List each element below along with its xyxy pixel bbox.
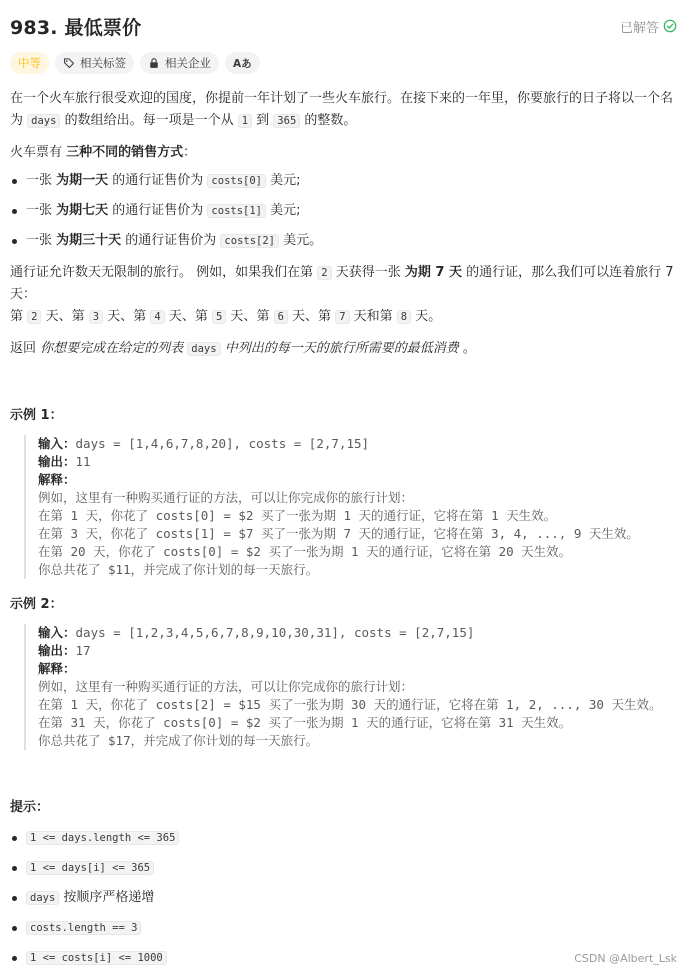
desc-text: 。 bbox=[458, 341, 476, 356]
desc-bold: 为期三十天 bbox=[56, 233, 122, 248]
check-circle-icon bbox=[663, 19, 677, 33]
desc-italic: 你想要完成在给定的列表 bbox=[40, 341, 188, 356]
inline-code: days bbox=[26, 891, 59, 905]
desc-paragraph-4 bbox=[10, 338, 678, 360]
related-tags-label: 相关标签 bbox=[80, 56, 126, 70]
desc-text: 第 bbox=[194, 309, 212, 324]
desc-text: 的通行证售价为 bbox=[108, 173, 208, 188]
desc-text: 火车票有 bbox=[10, 145, 67, 160]
explain-line: 你总共花了 $11，并完成了你计划的每一天旅行。 bbox=[38, 562, 319, 577]
explain-line: 在第 3 天，你花了 costs[1] = $7 买了一张为期 7 天的通行证，它将在第 3, 4, ..., 9 天生效。 bbox=[38, 526, 639, 541]
explain-line: 你总共花了 $17，并完成了你计划的每一天旅行。 bbox=[38, 733, 319, 748]
inline-code: 365 bbox=[273, 114, 300, 128]
desc-text: 的通行证售价为 bbox=[121, 233, 221, 248]
desc-text: 第 bbox=[10, 309, 28, 324]
desc-text: 按顺序严格递增 bbox=[59, 890, 155, 905]
example-block bbox=[24, 435, 678, 579]
example-explain bbox=[38, 471, 678, 489]
desc-text: 天、 bbox=[287, 309, 319, 324]
desc-bold: 为期 7 天 bbox=[404, 265, 462, 280]
example-2 bbox=[10, 593, 678, 750]
problem-description bbox=[10, 88, 678, 969]
related-tags-button[interactable] bbox=[55, 52, 134, 74]
desc-text: 第 bbox=[71, 309, 89, 324]
list-item bbox=[10, 917, 678, 939]
desc-text: 的通行证，那么我们可以连着旅行 7 天： bbox=[10, 265, 674, 302]
desc-text: 第 bbox=[318, 309, 336, 324]
desc-text: ： bbox=[183, 145, 197, 160]
list-item bbox=[10, 230, 678, 252]
example-output bbox=[38, 453, 678, 471]
desc-bold: 为期一天 bbox=[56, 173, 109, 188]
difficulty-badge: 中等 bbox=[10, 52, 49, 74]
tag-icon bbox=[63, 57, 75, 69]
desc-text: 第 bbox=[379, 309, 397, 324]
desc-paragraph-1 bbox=[10, 88, 678, 132]
desc-text: 天、 bbox=[41, 309, 72, 324]
input-label: 输入： bbox=[38, 436, 76, 451]
inline-code: days bbox=[27, 114, 60, 128]
output-label: 输出： bbox=[38, 643, 76, 658]
related-companies-label: 相关企业 bbox=[165, 56, 211, 70]
desc-bold: 三种不同的销售方式 bbox=[66, 145, 184, 160]
desc-text: 天和 bbox=[349, 309, 380, 324]
input-value: days = [1,4,6,7,8,20], costs = [2,7,15] bbox=[75, 436, 370, 451]
output-label: 输出： bbox=[38, 454, 76, 469]
example-title: 示例 1： bbox=[10, 408, 63, 423]
desc-text: 返回 bbox=[10, 341, 41, 356]
translate-icon: Aあ bbox=[233, 57, 252, 70]
inline-code: 7 bbox=[335, 310, 349, 324]
explain-line: 例如，这里有一种购买通行证的方法，可以让你完成你的旅行计划： bbox=[38, 490, 414, 505]
desc-paragraph-3 bbox=[10, 262, 678, 328]
list-item bbox=[10, 827, 678, 849]
example-title: 示例 2： bbox=[10, 597, 63, 612]
solved-label: 已解答 bbox=[619, 20, 659, 36]
desc-text: 天获得一张 bbox=[331, 265, 405, 280]
desc-text: 的整数。 bbox=[300, 113, 357, 128]
inline-code: costs[0] bbox=[207, 174, 266, 188]
explain-line: 在第 1 天，你花了 costs[2] = $15 买了一张为期 30 天的通行证，它将在第 1, 2, ..., 30 天生效。 bbox=[38, 697, 662, 712]
desc-text: 天、 bbox=[226, 309, 257, 324]
explain-line: 在第 20 天，你花了 costs[0] = $2 买了一张为期 1 天的通行证，它将在第 20 天生效。 bbox=[38, 544, 572, 559]
explain-line: 例如，这里有一种购买通行证的方法，可以让你完成你的旅行计划： bbox=[38, 679, 414, 694]
related-companies-button[interactable] bbox=[140, 52, 219, 74]
desc-text: 一张 bbox=[26, 173, 57, 188]
inline-code: 1 bbox=[238, 114, 252, 128]
title-row bbox=[10, 12, 677, 40]
constraints-list bbox=[10, 827, 678, 969]
list-item bbox=[10, 887, 678, 909]
inline-code: 2 bbox=[27, 310, 41, 324]
desc-text: 第 bbox=[256, 309, 274, 324]
desc-text: 通行证允许数天无限制的旅行。 例如，如果我们在第 bbox=[10, 265, 318, 280]
output-value: 11 bbox=[75, 454, 91, 469]
desc-paragraph-2 bbox=[10, 142, 678, 164]
inline-code: costs[1] bbox=[207, 204, 266, 218]
inline-code: 1 <= costs[i] <= 1000 bbox=[26, 951, 167, 965]
tag-bar bbox=[10, 52, 260, 74]
problem-title[interactable]: 983. 最低票价 bbox=[10, 16, 142, 39]
desc-text: 天、 bbox=[103, 309, 134, 324]
inline-code: 8 bbox=[397, 310, 411, 324]
solved-status bbox=[620, 17, 677, 36]
inline-code: 4 bbox=[150, 310, 164, 324]
explain-label: 解释： bbox=[38, 472, 76, 487]
inline-code: costs[2] bbox=[220, 234, 279, 248]
desc-italic: 中列出的每一天的旅行所需要的最低消费 bbox=[220, 341, 459, 356]
example-output bbox=[38, 642, 678, 660]
desc-bold: 为期七天 bbox=[56, 203, 109, 218]
output-value: 17 bbox=[75, 643, 91, 658]
desc-text: 美元; bbox=[266, 173, 301, 188]
inline-code: 1 <= days.length <= 365 bbox=[26, 831, 179, 845]
list-item bbox=[10, 200, 678, 222]
example-1 bbox=[10, 404, 678, 579]
desc-text: 美元; bbox=[266, 203, 301, 218]
example-block bbox=[24, 624, 678, 750]
inline-code: 6 bbox=[274, 310, 288, 324]
desc-text: 为 bbox=[10, 113, 28, 128]
list-item bbox=[10, 857, 678, 879]
inline-code: 5 bbox=[212, 310, 226, 324]
desc-text: 一张 bbox=[26, 203, 57, 218]
input-label: 输入： bbox=[38, 625, 76, 640]
desc-text: 第 bbox=[133, 309, 151, 324]
desc-text: 美元。 bbox=[279, 233, 323, 248]
desc-text: 天、 bbox=[164, 309, 195, 324]
input-value: days = [1,2,3,4,5,6,7,8,9,10,30,31], costs = [2,7,15] bbox=[75, 625, 475, 640]
constraints-title: 提示： bbox=[10, 800, 50, 815]
desc-text: 一张 bbox=[26, 233, 57, 248]
inline-code: 1 <= days[i] <= 365 bbox=[26, 861, 154, 875]
example-input bbox=[38, 624, 678, 642]
desc-text: 在一个火车旅行很受欢迎的国度，你提前一年计划了一些火车旅行。在接下来的一年里，你要旅行的日子将以一个名 bbox=[10, 91, 674, 106]
desc-text: 的数组给出。每一项是一个从 bbox=[60, 113, 238, 128]
desc-text: 的通行证售价为 bbox=[108, 203, 208, 218]
constraints-section bbox=[10, 796, 678, 969]
sales-list bbox=[10, 170, 678, 252]
inline-code: 2 bbox=[317, 266, 331, 280]
inline-code: days bbox=[187, 342, 220, 356]
inline-code: 3 bbox=[89, 310, 103, 324]
list-item bbox=[10, 170, 678, 192]
desc-text: 到 bbox=[252, 113, 274, 128]
explain-label: 解释： bbox=[38, 661, 76, 676]
desc-text: 天。 bbox=[411, 309, 442, 324]
example-input bbox=[38, 435, 678, 453]
explain-line: 在第 1 天，你花了 costs[0] = $2 买了一张为期 1 天的通行证，它将在第 1 天生效。 bbox=[38, 508, 557, 523]
explain-line: 在第 31 天，你花了 costs[0] = $2 买了一张为期 1 天的通行证，它将在第 31 天生效。 bbox=[38, 715, 572, 730]
watermark: CSDN @Albert_Lsk bbox=[574, 952, 677, 965]
lock-icon bbox=[148, 57, 160, 69]
inline-code: costs.length == 3 bbox=[26, 921, 141, 935]
example-explain bbox=[38, 660, 678, 678]
translate-button[interactable] bbox=[225, 52, 260, 74]
